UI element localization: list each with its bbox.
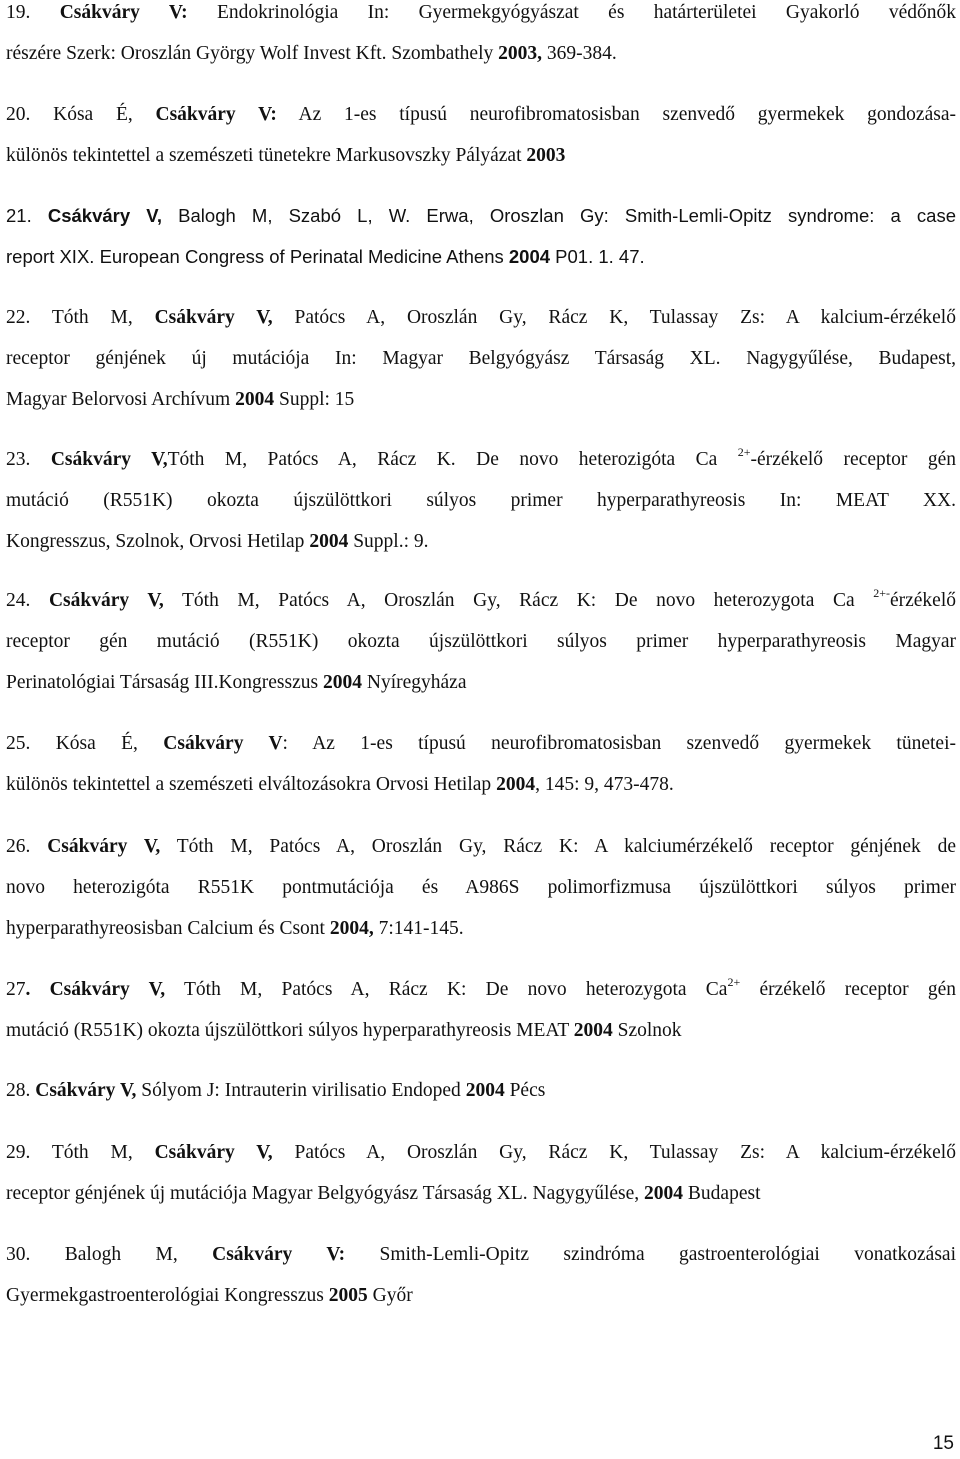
reference-line [6,1173,956,1214]
reference-text: Tóth M, Patócs A, Oroszlán Gy, Rácz K: A kalciumérzékelő receptor génjének de [160,836,956,857]
reference-text: 27 [6,979,26,1000]
reference-text: 21. [6,205,48,226]
reference-line [6,1234,956,1275]
reference-text: érzékelő [889,590,956,611]
reference-line [6,0,956,33]
author-bold-text: 2004 [644,1183,684,1204]
reference-text: Az 1-es típusú neurofibromatosisban szenvedő gyermekek gondozása- [276,104,956,125]
reference-line [6,1070,956,1111]
reference-text: Pécs [504,1080,546,1101]
reference-text: Budapest [683,1183,761,1204]
reference-text: Kongresszus, Szolnok, Orvosi Hetilap [6,531,310,552]
author-bold-text: 2003, [498,43,542,64]
reference-line [6,236,956,277]
author-bold-text: 2003 [526,145,566,166]
reference-text: érzékelő receptor gén [740,979,956,1000]
reference-line [6,135,956,176]
reference-text: 24. [6,590,49,611]
reference-entry [6,94,956,176]
reference-text: receptor génjének új mutációja In: Magyar Belgyógyász Társaság XL. Nagygyűlése, Budapest, [6,348,956,369]
reference-line [6,521,956,562]
reference-text: Patócs A, Oroszlán Gy, Rácz K, Tulassay Zs: A kalcium-érzékelő [272,307,956,328]
reference-text: 22. Tóth M, [6,307,155,328]
reference-text: 25. Kósa É, [6,733,164,754]
author-bold-text: 2004 [496,774,536,795]
reference-entry [6,439,956,562]
author-bold-text: . Csákváry V, [25,979,166,1000]
reference-line [6,1275,956,1316]
reference-line [6,621,956,662]
reference-line [6,580,956,621]
reference-text: részére Szerk: Oroszlán György Wolf Invest Kft. Szombathely [6,43,499,64]
author-bold-text: Csákváry V: [212,1244,346,1265]
author-bold-text: Csákváry V: [155,104,277,125]
reference-text: : Az 1-es típusú neurofibromatosisban szenvedő gyermekek tünetei- [282,733,956,754]
reference-entry [6,1132,956,1214]
superscript-text: 2+ [737,444,751,459]
reference-text: 7:141-145. [373,918,464,939]
reference-line [6,1010,956,1051]
reference-text: Smith-Lemli-Opitz szindróma gastroenterológiai vonatkozásai [345,1244,956,1265]
author-bold-text: Csákváry V, [154,1142,273,1163]
reference-text: Gyermekgastroenterológiai Kongresszus [6,1285,329,1306]
reference-text: report XIX. European Congress of Perinatal Medicine Athens [6,246,509,267]
reference-text: Endokrinológia In: Gyermekgyógyászat és határterületei Gyakorló védőnők [187,2,957,23]
reference-text: -érzékelő receptor gén [750,449,957,470]
reference-text: különös tekintettel a szemészeti tünetekre Markusovszky Pályázat [6,145,527,166]
reference-text: 369-384. [542,43,617,64]
reference-text: különös tekintettel a szemészeti elváltozásokra Orvosi Hetilap [6,774,497,795]
author-bold-text: Csákváry V: [59,2,188,23]
reference-entry [6,826,956,949]
reference-line [6,662,956,703]
author-bold-text: 2004 [235,389,275,410]
reference-text: mutáció (R551K) okozta újszülöttkori súlyos primer hyperparathyreosis In: MEAT XX. [6,490,956,511]
reference-line [6,764,956,805]
reference-text: 19. [6,2,60,23]
reference-text: 23. [6,449,51,470]
author-bold-text: Csákváry V, [50,449,168,470]
reference-entry [6,580,956,703]
reference-line [6,33,956,74]
reference-text: 29. Tóth M, [6,1142,155,1163]
reference-text: Tóth M, Patócs A, Rácz K. De novo heterozigóta Ca [167,449,738,470]
author-bold-text: Csákváry V [163,733,283,754]
reference-line [6,379,956,420]
reference-entry [6,0,956,74]
reference-text: Nyíregyháza [361,672,467,693]
reference-line [6,723,956,764]
reference-line [6,867,956,908]
reference-text: Suppl.: 9. [348,531,429,552]
reference-line [6,969,956,1010]
author-bold-text: 2005 [328,1285,368,1306]
reference-text: 26. [6,836,48,857]
author-bold-text: 2004 [309,531,349,552]
reference-text: Patócs A, Oroszlán Gy, Rácz K, Tulassay Zs: A kalcium-érzékelő [272,1142,956,1163]
reference-text: P01. 1. 47. [550,246,645,267]
author-bold-text: 2004 [573,1020,613,1041]
reference-text: novo heterozigóta R551K pontmutációja és A986S polimorfizmusa újszülöttkori súlyos primer [6,877,956,898]
reference-line [6,439,956,480]
reference-text: Győr [367,1285,413,1306]
reference-line [6,480,956,521]
author-bold-text: 2004 [508,246,551,267]
author-bold-text: Csákváry V, [47,836,161,857]
reference-line [6,908,956,949]
reference-text: 28. [6,1080,36,1101]
author-bold-text: Csákváry V, [154,307,273,328]
reference-text: Sólyom J: Intrauterin virilisatio Endoped [136,1080,466,1101]
superscript-text: 2+ [727,974,741,989]
reference-text: mutáció (R551K) okozta újszülöttkori súlyos hyperparathyreosis MEAT [6,1020,574,1041]
reference-text: Tóth M, Patócs A, Oroszlán Gy, Rácz K: De novo heterozygota Ca [163,590,874,611]
author-bold-text: Csákváry V, [35,1080,137,1101]
reference-text: Tóth M, Patócs A, Rácz K: De novo heterozygota Ca [165,979,728,1000]
reference-text: receptor génjének új mutációja Magyar Belgyógyász Társaság XL. Nagygyűlése, [6,1183,645,1204]
reference-line [6,826,956,867]
author-bold-text: 2004 [322,672,362,693]
reference-text: 20. Kósa É, [6,104,156,125]
reference-entry [6,723,956,805]
author-bold-text: 2004 [465,1080,505,1101]
superscript-text: 2+- [873,585,890,600]
reference-entry [6,1234,956,1316]
reference-entry [6,195,956,277]
reference-text: Magyar Belorvosi Archívum [6,389,236,410]
reference-text: receptor gén mutáció (R551K) okozta újszülöttkori súlyos primer hyperparathyreosis Magyar [6,631,956,652]
reference-text: Balogh M, Szabó L, W. Erwa, Oroszlan Gy: Smith-Lemli-Opitz syndrome: a case [162,205,956,226]
reference-text: Suppl: 15 [274,389,355,410]
reference-text: Perinatológiai Társaság III.Kongresszus [6,672,323,693]
page-number: 15 [932,1433,954,1454]
reference-text: 30. Balogh M, [6,1244,213,1265]
reference-entry [6,969,956,1051]
author-bold-text: 2004, [329,918,374,939]
reference-entry [6,297,956,420]
reference-entry [6,1070,956,1111]
reference-line [6,195,956,236]
reference-text: Szolnok [612,1020,682,1041]
reference-text: , 145: 9, 473-478. [535,774,674,795]
author-bold-text: Csákváry V, [48,590,164,611]
reference-line [6,1132,956,1173]
author-bold-text: Csákváry V, [47,205,163,226]
reference-line [6,338,956,379]
reference-line [6,94,956,135]
reference-line [6,297,956,338]
reference-text: hyperparathyreosisban Calcium és Csont [6,918,330,939]
